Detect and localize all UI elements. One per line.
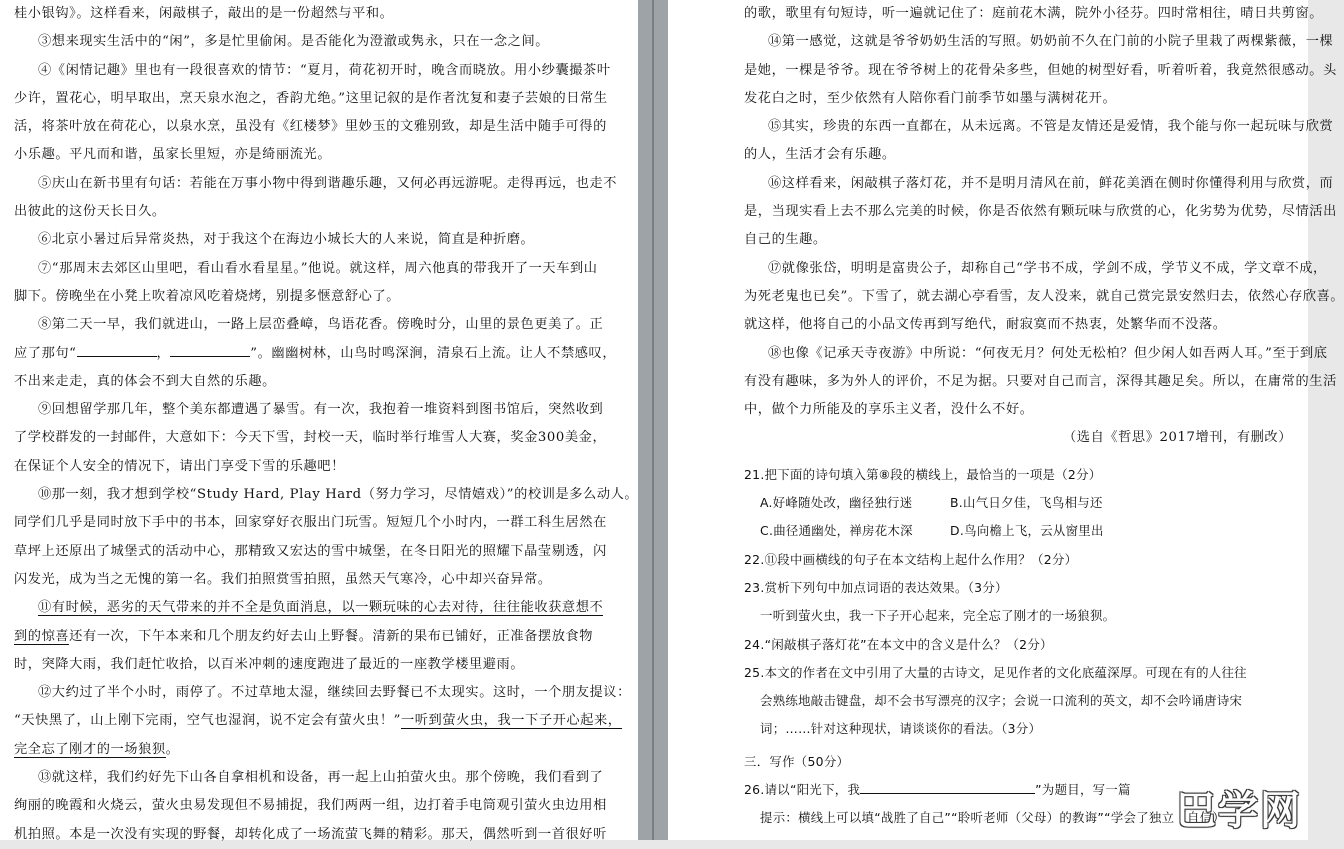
text-line: 了学校群发的一封邮件，大意如下：今天下雪，封校一天，临时举行堆雪人大赛，奖金300美金，: [14, 430, 607, 446]
paragraph-5: ⑤庆山在新书里有句话：若能在万事小物中得到谐趣乐趣，又何必再远游呢。走得再远，也走不: [38, 175, 618, 191]
paragraph-9: ⑨回想留学那几年，整个美东都遭遇了暴雪。有一次，我抱着一堆资料到图书馆后，突然收到: [38, 402, 604, 418]
text-line: 闪发光，成为当之无愧的第一名。我们拍照赏雪拍照，虽然天气寒冷，心中却兴奋异常。: [14, 571, 552, 587]
question-21: 21.把下面的诗句填入第⑧段的横线上，最恰当的一项是（2分）: [744, 466, 1102, 482]
paragraph-18: ⑱也像《记承天寺夜游》中所说：“何夜无月？何处无松柏？但少闲人如吾两人耳。”至于到底: [768, 345, 1328, 361]
question-23-sentence: 一听到萤火虫，我一下子开心起来，完全忘了刚才的一场狼狈。: [760, 608, 1116, 624]
option-b: B.山气日夕佳，飞鸟相与还: [950, 495, 1103, 511]
text-line: 中，做个力所能及的享乐主义者，没什么不好。: [744, 402, 1034, 418]
paragraph-13: ⑬就这样，我们约好先下山各自拿相机和设备，再一起上山拍萤火虫。那个傍晚，我们看到了: [38, 770, 604, 786]
text-line: 的歌，歌里有句短诗，听一遍就记住了：庭前花木满，院外小径芬。四时常相往，晴日共剪窗。: [744, 6, 1324, 21]
text-line: 草坪上还原出了城堡式的活动中心，那精致又宏达的雪中城堡，在冬日阳光的照耀下晶莹剔透，闪: [14, 543, 607, 559]
text-fragment: “天快黑了，山上刚下完雨，空气也湿润，说不定会有萤火虫！”: [14, 713, 401, 729]
paragraph-15: ⑮其实，珍贵的东西一直都在，从未远离。不管是友情还是爱情，我个能与你一起玩味与欣赏: [768, 119, 1334, 135]
underlined-sentence-end: 到的惊喜: [14, 628, 70, 644]
fill-blank-1: [77, 342, 157, 357]
text-fragment: ，: [156, 345, 171, 361]
text-line: 小乐趣。平凡而和谐，虽家长里短，亦是绮丽流光。: [14, 147, 332, 163]
paragraph-12: ⑫大约过了半个小时，雨停了。不过草地太湿，继续回去野餐已不太现实。这时，一个朋友提议：: [38, 685, 631, 701]
paragraph-14: ⑭第一感觉，这就是爷爷奶奶生活的写照。奶奶前不久在门前的小院子里栽了两棵紫薇，一棵: [768, 34, 1334, 50]
text-line: 在保证个人安全的情况下，请出门享受下雪的乐趣吧！: [14, 458, 345, 474]
question-21-options-cd: [744, 517, 1292, 545]
text-line: 是，当现实看上去不那么完美的时候，你是否依然有颗玩味与欣赏的心，化劣势为优势，尽情活出: [744, 204, 1337, 220]
text-fragment: 还有一次，下午本来和几个朋友约好去山上野餐。清新的果布已铺好，正准备摆放食物: [69, 628, 594, 644]
question-26-hint: 提示：横线上可以填“战胜了自己”“聆听老师（父母）的教诲”“学会了独立（自信）: [760, 810, 1226, 826]
underlined-sentence: 一听到萤火虫，我一下子开心起来，: [400, 713, 622, 729]
option-c: C.曲径通幽处，禅房花木深: [760, 523, 913, 539]
paragraph-3: ③想来现实生活中的“闲”，多是忙里偷闲。是否能化为澄澈或隽永，只在一念之间。: [38, 34, 550, 50]
text-line: 自己的生趣。: [744, 232, 827, 248]
question-25: 25.本文的作者在文中引用了大量的古诗文，足见作者的文化底蕴深厚。可现在有的人往往: [744, 664, 1247, 680]
paragraph-4: ④《闲情记趣》里也有一段很喜欢的情节：“夏月，荷花初开时，晚含而晓放。用小纱囊撮茶叶: [38, 62, 611, 78]
question-22: 22.⑪段中画横线的句子在本文结构上起什么作用？（2分）: [744, 551, 1078, 567]
right-page-text: [744, 0, 1344, 833]
text-line: [14, 736, 562, 764]
text-line: 活，将茶叶放在荷花心，以泉水烹，虽没有《红楼梦》里妙玉的文雅别致，却是生活中随手可得的: [14, 119, 607, 135]
left-page-text: [14, 0, 639, 849]
paragraph-7: ⑦“那周末去郊区山里吧，看山看水看星星。”他说。就这样，周六他真的带我开了一天车到山: [38, 260, 598, 276]
page-gutter: [638, 0, 668, 840]
underlined-sentence: ⑪有时候，恶劣的天气带来的并不全是负面消息，以一颗玩味的心去对待，往往能收获意想不: [38, 600, 604, 616]
title-blank: [860, 779, 1035, 794]
paragraph-17: ⑰就像张岱，明明是富贵公子，却称自己“学书不成，学剑不成，学节义不成，学文章不成，: [768, 260, 1327, 276]
text-line: [14, 623, 594, 651]
text-fragment: 。: [165, 741, 180, 757]
right-page: [668, 0, 1344, 840]
text-line: 的人，生活才会有乐趣。: [744, 147, 896, 163]
underlined-sentence-end: 完全忘了刚才的一场狼狈: [14, 741, 166, 757]
text-line: [14, 707, 622, 735]
paragraph-10: ⑩那一刻，我才想到学校“Study Hard, Play Hard（努力学习，尽情嬉戏）”的校训是多么动人。: [38, 487, 639, 503]
text-line: 同学们几乎是同时放下手中的书本，回家穿好衣服出门玩雪。短短几个小时内，一群工科生居然在: [14, 515, 607, 531]
question-25-cont: 词；……针对这种现状，请谈谈你的看法。（3分）: [760, 721, 1042, 737]
paragraph-8: ⑧第二天一早，我们就进山，一路上层峦叠嶂，鸟语花香。傍晚时分，山里的景色更美了。正: [38, 317, 604, 333]
option-d: D.鸟向檐上飞，云从窗里出: [950, 523, 1104, 539]
question-23: 23.赏析下列句中加点词语的表达效果。（3分）: [744, 579, 1008, 595]
text-fragment: 应了那句“: [14, 345, 77, 361]
section-writing-heading: 三．写作（50分）: [744, 753, 850, 769]
source-citation: （选自《哲思》2017增刊，有删改）: [1063, 430, 1292, 446]
text-line: 出彼此的这份天长日久。: [14, 204, 166, 220]
paragraph-16: ⑯这样看来，闲敲棋子落灯花，并不是明月清风在前，鲜花美酒在侧时你懂得利用与欣赏，而: [768, 175, 1334, 191]
paragraph-11: [14, 594, 604, 622]
text-fragment: ”。幽幽树林，山鸟时鸣深涧，清泉石上流。让人不禁感叹，: [250, 345, 617, 361]
text-line: 有没有趣味，多为外人的评价，不足为据。只要对自己而言，深得其趣足矣。所以，在庸常的生活: [744, 373, 1337, 389]
text-line: 机拍照。本是一次没有实现的野餐，却转化成了一场流萤飞舞的精彩。那天，偶然听到一首很好听: [14, 826, 607, 842]
text-line: 为死老鬼也已矣”。下雪了，就去湖心亭看雪，友人没来，就自己赏完景安然归去，依然心存欣喜。: [744, 288, 1344, 304]
fill-blank-2: [170, 342, 250, 357]
option-a: A.好峰随处改，幽径独行迷: [760, 495, 913, 511]
question-25-cont: 会熟练地敲击键盘，却不会书写漂亮的汉字；会说一口流利的英文，却不会吟诵唐诗宋: [760, 693, 1243, 709]
text-line: 绚丽的晚霞和火烧云，萤火虫易发现但不易捕捉，我们两两一组，边打着手电筒观引萤火虫边用相: [14, 798, 607, 814]
text-line: 发花白之时，至少依然有人陪你看门前季节如墨与满树花开。: [744, 90, 1117, 106]
text-line: 就这样，他将自己的小品文传再到写绝代，耐寂寞而不热衷，处繁华而不没落。: [744, 317, 1227, 333]
text-line: 时，突降大雨，我们赶忙收拾，以百米冲刺的速度跑进了最近的一座教学楼里避雨。: [14, 656, 525, 672]
paragraph-6: ⑥北京小暑过后异常炎热，对于我这个在海边小城长大的人来说，简直是种折磨。: [38, 232, 535, 248]
text-line: 不出来走走，真的体会不到大自然的乐趣。: [14, 373, 276, 389]
text-line: 脚下。傍晚坐在小凳上吹着凉风吃着烧烤，别提多惬意舒心了。: [14, 288, 401, 304]
text-line: 少许，置花心，明早取出，烹天泉水泡之，香韵尤绝。”这里记叙的是作者沈复和妻子芸娘的日常生: [14, 90, 608, 106]
left-page: [0, 0, 638, 840]
question-21-options-ab: [744, 489, 1292, 517]
text-fragment: ”为题目，写一篇: [1035, 782, 1131, 798]
text-fragment: 26.请以“阳光下，我: [744, 782, 861, 798]
text-line-with-blanks: [14, 340, 617, 368]
site-watermark-logo: 巴学网: [1176, 788, 1302, 834]
text-line: 是她，一棵是爷爷。现在爷爷树上的花骨朵多些，但她的树型好看，听着听着，我竟然很感动。头: [744, 62, 1337, 78]
text-line: 桂小银钩》。这样看来，闲敲棋子，敲出的是一份超然与平和。: [14, 6, 394, 21]
gutter-divider: [652, 0, 654, 840]
question-24: 24.“闲敲棋子落灯花”在本文中的含义是什么？（2分）: [744, 636, 1053, 652]
